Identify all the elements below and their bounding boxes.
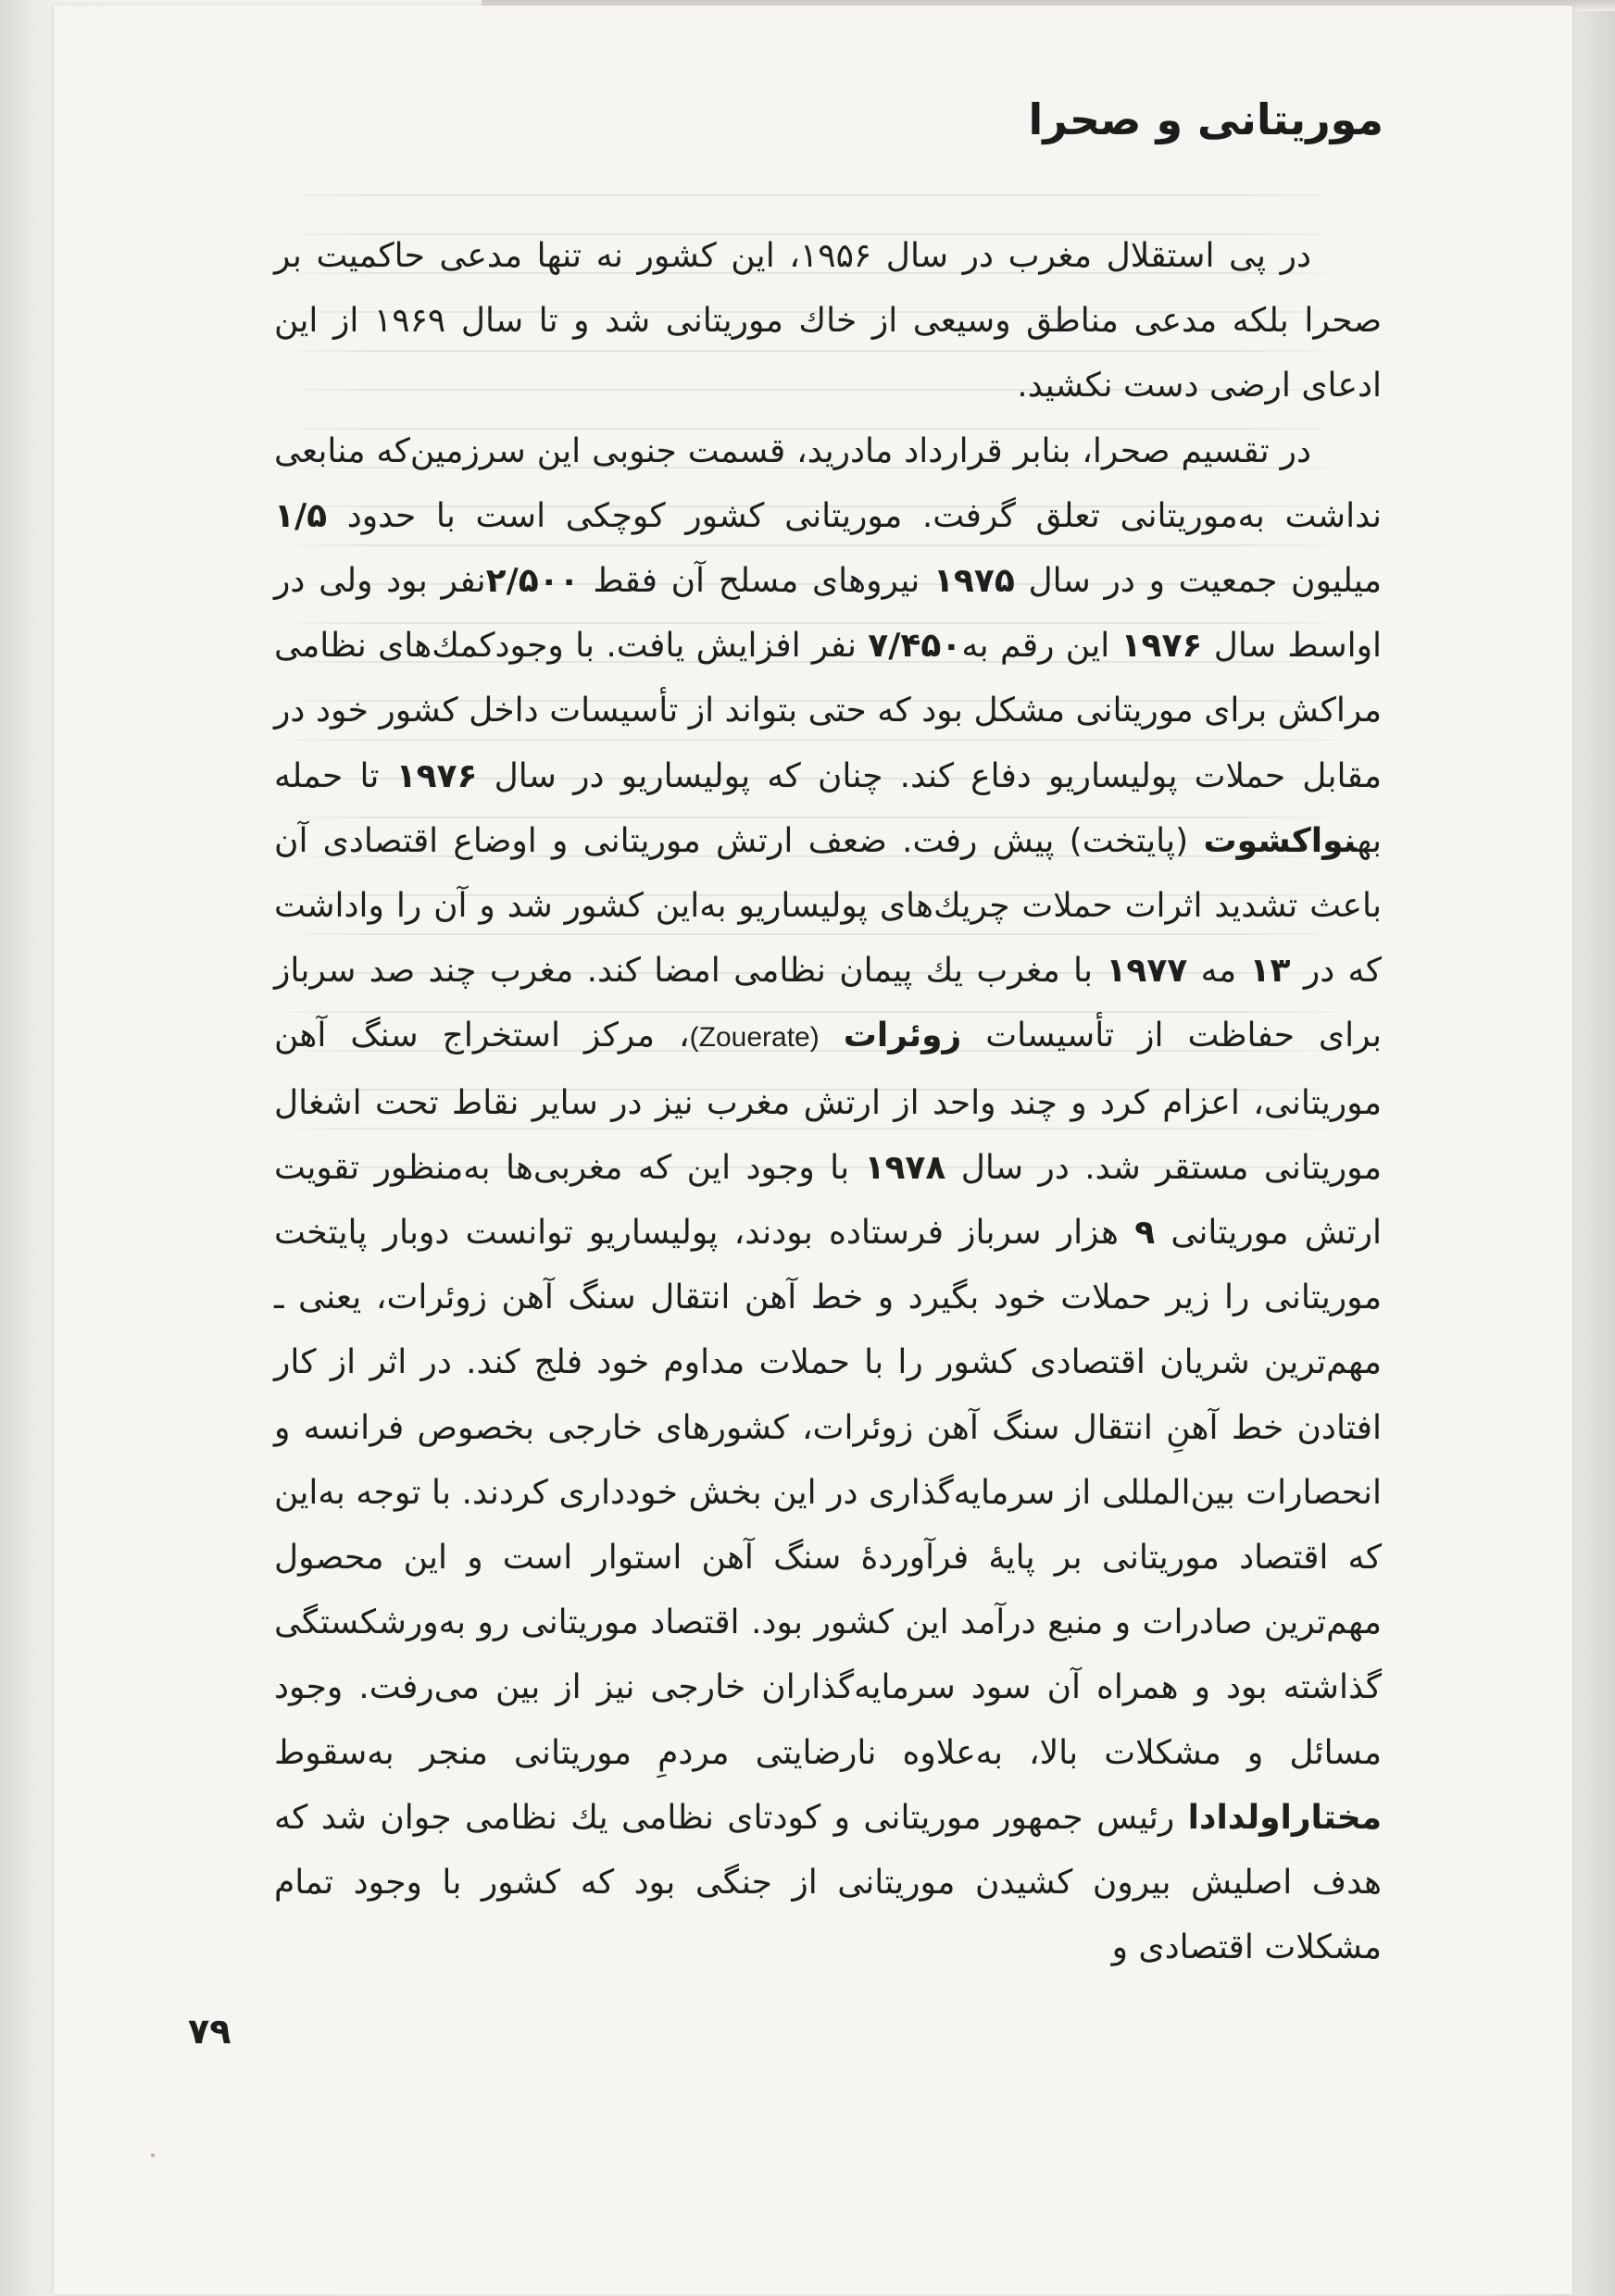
text-run: با وجود این که مغربی‌ها به‌منظور تقویت ارتش موریتانی [274,1148,1382,1253]
paragraph-2 [274,419,1382,1981]
text-run: مه [1187,952,1250,991]
paragraph-1: در پی استقلال مغرب در سال ۱۹۵۶، این کشور نه تنها مدعی حاکمیت بر صحرا بلکه مدعی مناطق وسیعی از خاك موریتانی شد و تا سال ۱۹۶۹ از این ادعای ارضی دست نکشید. [274,237,1383,406]
text-run: هزار سرباز فرستاده بودند، پولیساریو توانست دوبار پایتخت موریتانی را زیر حملات خود بگیرد و خط آهن انتقال سنگ آهن زوئرات، یعنی ـ مهم‌ترین شریان اقتصادی کشور را با حملات مداوم خود فلج کند. در اثر از کار افتادن خط آهنِ انتقال سنگ آهن زوئرات، کشورهای خارجی بخصوص فرانسه و انحصارات بین‌المللی از سرمایه‌گذاری در این بخش خودداری کردند. با توجه به‌این که اقتصاد موریتانی بر پایهٔ فرآوردهٔ سنگ آهن استوار است و این محصول مهم‌ترین صادرات و منبع درآمد این کشور بود. اقتصاد موریتانی رو به‌ورشکستگی گذاشته بود و همراه آن سود سرمایه‌گذاران خارجی نیز از بین می‌رفت. وجود مسائل و مشکلات بالا، به‌علاوه نارضایتی مردمِ موریتانی منجر به‌سقوط [274,1214,1382,1772]
text-run: ، مرکز استخراج سنگ آهن موریتانی، اعزام کرد و چند واحد از ارتش مغرب نیز در سایر نقاط تحت اشغال موریتانی مستقر شد. در سال [274,1017,1382,1187]
bold-number: ۱۳ [1249,952,1291,991]
latin-place-name: (Zouerate) [689,1022,820,1054]
bold-number: ۱۹۷۷ [1106,952,1188,991]
text-run: رئیس جمهور موریتانی و کودتای نظامی یك نظامی جوان شد که هدف اصلیش بیرون کشیدن موریتانی از جنگی بود که کشور با وجود تمام مشکلات اقتصادی و [274,1798,1382,1967]
text-run: تا حمله به [274,756,1382,860]
bold-place-name: نواکشوت [1203,821,1358,860]
page-number: ۷۹ [188,2011,232,2052]
text-run: (پایتخت) پیش رفت. ضعف ارتش موریتانی و اوضاع اقتصادی آن باعث تشدید اثرات حملات چریك‌های پولیساریو به‌این کشور شد و آن را واداشت که در [274,821,1382,991]
bold-number: ۱۹۷۵ [933,562,1015,601]
bold-number: ۱۹۷۸ [864,1148,946,1187]
text-run: نفر افزایش یافت. با وجودکمك‌های نظامی مراکش برای موریتانی مشکل بود که حتی بتواند از تأسیسات داخل کشور خود در مقابل حملات پولیساریو دفاع کند. چنان که پولیساریو در سال [274,627,1382,795]
text-run: نیروهای مسلح آن فقط [579,562,933,601]
bold-number: ۷/۴۵۰ [868,627,962,666]
text-run: نفر بود ولی در اواسط سال [274,562,1382,666]
bold-number: ۲/۵۰۰ [485,562,580,601]
text-run: در تقسیم صحرا، بنابر قرارداد مادرید، قسمت جنوبی این سرزمین‌که منابعی نداشت به‌موریتانی تعلق گرفت. موریتانی کشور کوچکی است با حدود [274,431,1382,535]
bold-number: ۱/۵ [274,496,328,535]
text-run: میلیون جمعیت و در سال [1014,562,1382,601]
bold-number: ۱۹۷۶ [1120,627,1203,666]
text-run: این رقم به [961,627,1121,666]
bold-place-name: زوئرات [843,1017,962,1055]
body-text [274,224,1382,1980]
bold-number: ۱۹۷۶ [395,756,478,795]
page-title: موریتانی و صحرا [1028,94,1383,144]
dust-speck [151,2153,155,2157]
bold-number: ۹ [1134,1214,1156,1253]
text-run: با مغرب یك پیمان نظامی امضا کند. مغرب چند صد سرباز برای حفاظت از تأسیسات [274,952,1382,1055]
bold-person-name: مختاراولدادا [1187,1798,1382,1837]
